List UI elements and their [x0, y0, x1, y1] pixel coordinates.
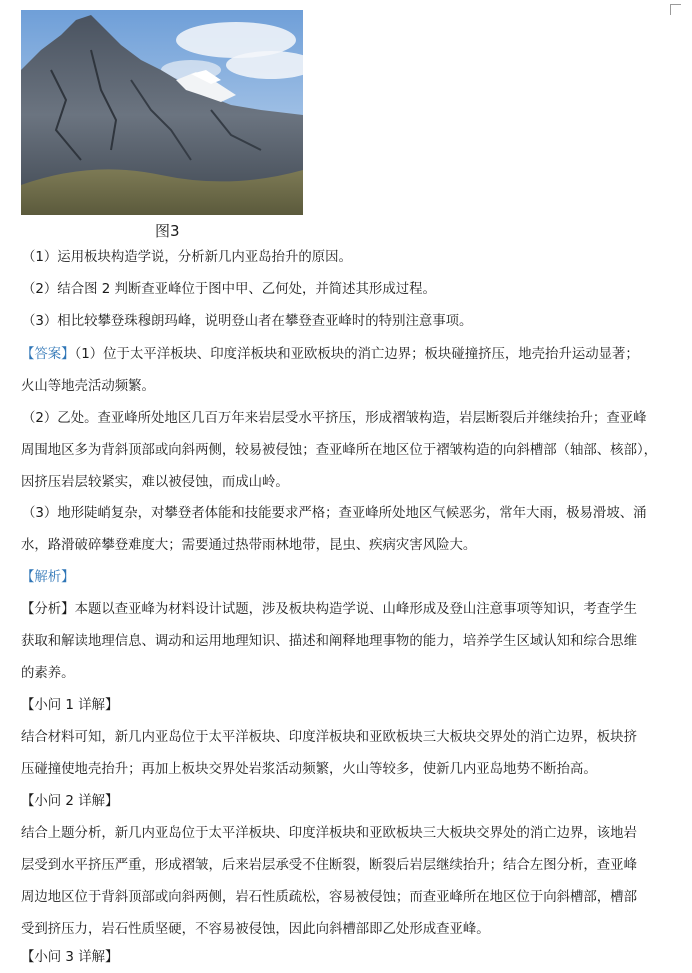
q2-detail-label: 【小问 2 详解】	[21, 794, 119, 809]
overview-line-3: 的素养。	[21, 666, 75, 681]
answer-line-1: 【答案】（1）位于太平洋板块、印度洋板块和亚欧板块的消亡边界；板块碰撞挤压，地壳抬升运动显著；	[21, 347, 639, 362]
q1-detail-line-1: 结合材料可知，新几内亚岛位于太平洋板块、印度洋板块和亚欧板块三大板块交界处的消亡边界，板块挤	[21, 730, 637, 745]
question-3: （3）相比较攀登珠穆朗玛峰，说明登山者在攀登查亚峰时的特别注意事项。	[22, 314, 473, 329]
answer-line-4: 周围地区多为背斜顶部或向斜两侧，较易被侵蚀；查亚峰所在地区位于褶皱构造的向斜槽部（轴部、核部），	[21, 443, 658, 458]
q2-detail-line-2: 层受到水平挤压严重，形成褶皱，后来岩层承受不住断裂，断裂后岩层继续抬升；结合左图分析，查亚峰	[21, 858, 637, 873]
answer-label: 【答案】	[21, 347, 75, 362]
mountain-photo-graphic	[21, 10, 303, 215]
mountain-photo	[21, 10, 303, 215]
q1-detail-line-2: 压碰撞使地壳抬升；再加上板块交界处岩浆活动频繁，火山等较多，使新几内亚岛地势不断抬高。	[21, 762, 597, 777]
q2-detail-line-1: 结合上题分析，新几内亚岛位于太平洋板块、印度洋板块和亚欧板块三大板块交界处的消亡边界，该地岩	[21, 826, 637, 841]
analysis-label: 【解析】	[21, 570, 75, 585]
q2-detail-line-4: 受到挤压力，岩石性质坚硬，不容易被侵蚀，因此向斜槽部即乙处形成查亚峰。	[21, 922, 490, 937]
answer-line-2: 火山等地壳活动频繁。	[21, 379, 155, 394]
answer-line-7: 水，路滑破碎攀登难度大；需要通过热带雨林地带，昆虫、疾病灾害风险大。	[21, 538, 477, 553]
answer-line-3: （2）乙处。查亚峰所处地区几百万年来岩层受水平挤压，形成褶皱构造，岩层断裂后并继续抬升；查亚峰	[22, 411, 647, 426]
q1-detail-label: 【小问 1 详解】	[21, 698, 119, 713]
overview-label: 【分析】	[21, 602, 75, 617]
analysis-label-line	[0, 562, 692, 593]
overview-line-2: 获取和解读地理信息、调动和运用地理知识、描述和阐释地理事物的能力，培养学生区域认知和综合思维	[21, 634, 637, 649]
q3-detail-label: 【小问 3 详解】	[21, 950, 119, 965]
question-2: （2）结合图 2 判断查亚峰位于图中甲、乙何处，并简述其形成过程。	[22, 282, 436, 297]
overview-line-1: 【分析】本题以查亚峰为材料设计试题，涉及板块构造学说、山峰形成及登山注意事项等知识，考查学生	[21, 602, 637, 617]
figure-caption: 图3	[155, 222, 180, 240]
answer-line-6: （3）地形陡峭复杂，对攀登者体能和技能要求严格；查亚峰所处地区气候恶劣，常年大雨，极易滑坡、涌	[22, 506, 647, 521]
page-corner-mark	[670, 4, 681, 15]
answer-line-5: 因挤压岩层较紧实，难以被侵蚀，而成山岭。	[21, 475, 289, 490]
q2-detail-line-3: 周边地区位于背斜顶部或向斜两侧，岩石性质疏松，容易被侵蚀；而查亚峰所在地区位于向斜槽部，槽部	[21, 890, 637, 905]
question-1: （1）运用板块构造学说，分析新几内亚岛抬升的原因。	[22, 250, 352, 265]
